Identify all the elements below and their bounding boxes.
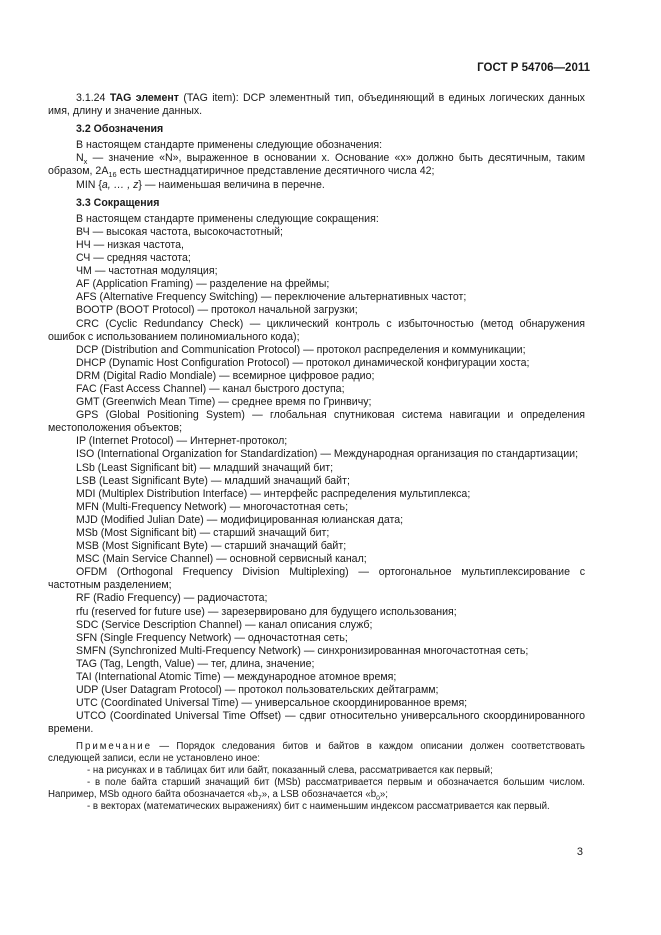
abbreviation-item: MSC (Main Service Channel) — основной сервисный канал; <box>76 553 367 566</box>
abbreviation-item: UDP (User Datagram Protocol) — протокол пользовательских дейтаграмм; <box>76 684 439 697</box>
abbreviation-item: ВЧ — высокая частота, высокочастотный; <box>76 225 283 238</box>
section-heading-3-3: 3.3 Сокращения <box>76 196 160 209</box>
note-item: - на рисунках и в таблицах бит или байт, показанный слева, рассматривается как первый; <box>87 764 493 776</box>
abbreviation-item: rfu (reserved for future use) — зарезервировано для будущего использования; <box>76 605 457 618</box>
abbreviation-item: MSb (Most Significant bit) — старший значащий бит; <box>76 527 330 539</box>
min-end: } — наименьшая величина в перечне. <box>138 178 325 191</box>
abbreviation-item: СЧ — средняя частота; <box>76 252 191 265</box>
abbreviation-item: DRM (Digital Radio Mondiale) — всемирное цифровое радио; <box>76 369 375 382</box>
abbreviation-item: ISO (International Organization for Standardization) — Международная организация по стандартизации; <box>76 448 579 461</box>
note-label: Примечание <box>76 740 153 752</box>
note-item: - в векторах (математических выражениях) бит с наименьшим индексом рассматривается как первый. <box>87 800 550 812</box>
note-text: — Порядок следования битов и байтов в каждом описании должен соответствовать следующей записи, если не установлено иное: <box>48 740 585 764</box>
abbreviation-item: LSB (Least Significant Byte) — младший значащий байт; <box>76 474 350 487</box>
definition-text: (TAG item): DCP элементный тип, объединяющий в единых логических данных имя, длину и значение данных. <box>48 92 585 118</box>
subscript: 7 <box>257 794 262 802</box>
symbol-nx <box>48 152 585 178</box>
abbreviation-item: IP (Internet Protocol) — Интернет-протокол; <box>76 435 288 448</box>
subscript: 0 <box>376 794 380 802</box>
abbreviation-item: DCP (Distribution and Communication Protocol) — протокол распределения и коммуникации; <box>76 343 526 356</box>
section-intro: В настоящем стандарте применены следующие сокращения: <box>76 212 379 225</box>
abbreviation-item: AF (Application Framing) — разделение на фреймы; <box>76 278 330 291</box>
term: TAG элемент <box>109 92 179 104</box>
page-number: 3 <box>576 846 583 858</box>
abbreviation-item: НЧ — низкая частота, <box>76 238 184 251</box>
abbreviation-item: SDC (Service Description Channel) — канал описания служб; <box>76 618 373 631</box>
symbol-min <box>48 179 585 192</box>
abbreviation-item: UTCO (Coordinated Universal Time Offset) — сдвиг относительно универсального скоординированного времени. <box>48 710 585 736</box>
abbreviation-item: RF (Radio Frequency) — радиочастота; <box>76 592 268 605</box>
note-item-text: - в поле байта старший значащий бит (MSb) рассматривается первым и обозначается большим числом. Например, MSb одного байта обозначается «b <box>48 776 585 800</box>
abbreviation-item: MDI (Multiplex Distribution Interface) — интерфейс распределения мультиплекса; <box>76 487 471 500</box>
abbreviation-item: MJD (Modified Julian Date) — модифицированная юлианская дата; <box>76 513 404 526</box>
abbreviation-item: FAC (Fast Access Channel) — канал быстрого доступа; <box>76 382 345 395</box>
note-item-text: »; <box>379 788 388 800</box>
min-start: MIN { <box>76 178 102 191</box>
abbreviation-item: TAI (International Atomic Time) — международное атомное время; <box>76 671 397 684</box>
document-body <box>48 92 585 813</box>
section-intro: В настоящем стандарте применены следующие обозначения: <box>76 139 383 152</box>
nx-base: N <box>76 152 84 165</box>
abbreviation-item: OFDM (Orthogonal Frequency Division Multiplexing) — ортогональное мультиплексирование с частотным разделением; <box>48 566 585 592</box>
abbreviation-item: MSB (Most Significant Byte) — старший значащий байт; <box>76 540 347 553</box>
abbreviation-item: MFN (Multi-Frequency Network) — многочастотная сеть; <box>76 500 349 513</box>
min-args: a, … , z <box>101 178 139 191</box>
page-header: ГОСТ Р 54706—2011 <box>477 62 590 74</box>
clause-number: 3.1.24 <box>76 92 106 104</box>
abbreviation-item: DHCP (Dynamic Host Configuration Protocol) — протокол динамической конфигурации хоста; <box>76 356 530 369</box>
abbreviation-item: TAG (Tag, Length, Value) — тег, длина, значение; <box>76 657 315 670</box>
abbreviation-item: GPS (Global Positioning System) — глобальная спутниковая система навигации и определения местоположения объектов; <box>48 409 585 435</box>
abbreviation-item: LSb (Least Significant bit) — младший значащий бит; <box>76 461 334 474</box>
nx-subscript-16: 16 <box>108 170 117 180</box>
nx-subscript: x <box>83 157 88 167</box>
section-heading-3-2: 3.2 Обозначения <box>76 123 164 136</box>
abbreviation-item: CRC (Cyclic Redundancy Check) — циклический контроль с избыточностью (метод обнаружения ошибок с использованием полиномиального кода); <box>48 317 585 343</box>
abbreviation-item: AFS (Alternative Frequency Switching) — переключение альтернативных частот; <box>76 291 467 304</box>
definition-3-1-24 <box>48 92 585 118</box>
abbreviation-list <box>48 226 585 737</box>
note-item <box>48 777 585 801</box>
abbreviation-item: ЧМ — частотная модуляция; <box>76 265 218 278</box>
note-item-text: », а LSB обозначается «b <box>261 788 377 800</box>
abbreviation-item: UTC (Coordinated Universal Time) — универсальное скоординированное время; <box>76 697 468 710</box>
abbreviation-item: SFN (Single Frequency Network) — одночастотная сеть; <box>76 631 348 644</box>
abbreviation-item: BOOTP (BOOT Protocol) — протокол начальной загрузки; <box>76 304 358 317</box>
abbreviation-item: SMFN (Synchronized Multi-Frequency Network) — синхронизированная многочастотная сеть; <box>76 644 529 657</box>
note <box>48 741 585 765</box>
nx-definition-end: есть шестнадцатиричное представление десятичного числа 42; <box>119 165 435 178</box>
nx-definition: — значение «N», выраженное в основании x. Основание «x» должно быть десятичным, таким образом, 2A <box>48 152 585 178</box>
abbreviation-item: GMT (Greenwich Mean Time) — среднее время по Гринвичу; <box>76 396 372 409</box>
